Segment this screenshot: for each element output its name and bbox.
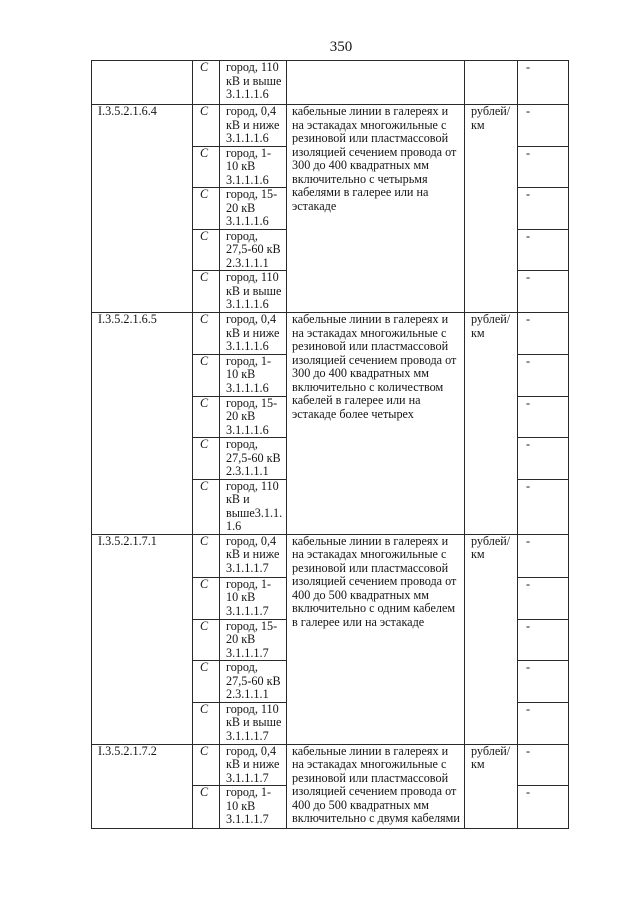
city-voltage-cell: город, 0,4 кВ и ниже 3.1.1.1.6 bbox=[220, 313, 287, 355]
unit-cell: рублей/ км bbox=[465, 534, 518, 744]
value-cell: - bbox=[518, 534, 569, 577]
table-row bbox=[92, 534, 569, 577]
city-voltage-cell: город, 15- 20 кВ 3.1.1.1.7 bbox=[220, 619, 287, 661]
value-cell: - bbox=[518, 438, 569, 480]
value-cell: - bbox=[518, 354, 569, 396]
page-number: 350 bbox=[329, 39, 353, 55]
value-cell: - bbox=[518, 188, 569, 230]
city-voltage-cell: город, 27,5-60 кВ 2.3.1.1.1 bbox=[220, 661, 287, 703]
tariff-symbol: С bbox=[193, 396, 220, 438]
table-row bbox=[92, 105, 569, 147]
table-row bbox=[92, 313, 569, 355]
tariff-symbol: С bbox=[193, 661, 220, 703]
city-voltage-cell: город, 110 кВ и выше 3.1.1.1.6 bbox=[220, 271, 287, 313]
value-cell: - bbox=[518, 479, 569, 534]
tariff-symbol: С bbox=[193, 188, 220, 230]
tariff-symbol: С bbox=[193, 61, 220, 105]
city-voltage-cell: город, 0,4 кВ и ниже 3.1.1.1.7 bbox=[220, 744, 287, 786]
row-code: I.3.5.2.1.7.2 bbox=[92, 744, 193, 829]
city-voltage-cell: город, 27,5-60 кВ 2.3.1.1.1 bbox=[220, 438, 287, 480]
description-cell: кабельные линии в галереях и на эстакадах многожильные с резиновой или пластмассовой изоляцией сечением провода от 400 до 500 квадратных мм включительно с двумя кабелями bbox=[287, 744, 465, 829]
value-cell: - bbox=[518, 786, 569, 829]
unit-cell: рублей/ км bbox=[465, 313, 518, 535]
tariff-symbol: С bbox=[193, 271, 220, 313]
row-code: I.3.5.2.1.6.4 bbox=[92, 105, 193, 313]
table-row bbox=[92, 61, 569, 105]
city-voltage-cell: город, 15- 20 кВ 3.1.1.1.6 bbox=[220, 188, 287, 230]
city-voltage-cell: город, 110 кВ и выше 3.1.1.1.7 bbox=[220, 702, 287, 744]
row-code: I.3.5.2.1.6.5 bbox=[92, 313, 193, 535]
city-voltage-cell: город, 0,4 кВ и ниже 3.1.1.1.7 bbox=[220, 534, 287, 577]
value-cell: - bbox=[518, 271, 569, 313]
row-code: I.3.5.2.1.7.1 bbox=[92, 534, 193, 744]
city-voltage-cell: город, 110 кВ и выше3.1.1. 1.6 bbox=[220, 479, 287, 534]
city-voltage-cell: город, 1- 10 кВ 3.1.1.1.6 bbox=[220, 354, 287, 396]
table-row bbox=[92, 744, 569, 786]
city-voltage-cell: город, 110 кВ и выше 3.1.1.1.6 bbox=[220, 61, 287, 105]
value-cell: - bbox=[518, 146, 569, 188]
city-voltage-cell: город, 1- 10 кВ 3.1.1.1.7 bbox=[220, 577, 287, 619]
city-voltage-cell: город, 1- 10 кВ 3.1.1.1.7 bbox=[220, 786, 287, 829]
value-cell: - bbox=[518, 619, 569, 661]
tariff-symbol: С bbox=[193, 786, 220, 829]
value-cell: - bbox=[518, 61, 569, 105]
tariff-table bbox=[91, 60, 569, 829]
description-cell: кабельные линии в галереях и на эстакадах многожильные с резиновой или пластмассовой изоляцией сечением провода от 400 до 500 квадратных мм включительно с одним кабелем в галерее или на эстакаде bbox=[287, 534, 465, 744]
tariff-symbol: С bbox=[193, 229, 220, 271]
tariff-symbol: С bbox=[193, 354, 220, 396]
tariff-symbol: С bbox=[193, 577, 220, 619]
row-code bbox=[92, 61, 193, 105]
value-cell: - bbox=[518, 577, 569, 619]
description-cell: кабельные линии в галереях и на эстакадах многожильные с резиновой или пластмассовой изоляцией сечением провода от 300 до 400 квадратных мм включительно с четырьмя кабелями в галерее или на эстакаде bbox=[287, 105, 465, 313]
unit-cell: рублей/ км bbox=[465, 105, 518, 313]
description-cell: кабельные линии в галереях и на эстакадах многожильные с резиновой или пластмассовой изоляцией сечением провода от 300 до 400 квадратных мм включительно с количеством кабелей в галерее или на эстакаде более четырех bbox=[287, 313, 465, 535]
tariff-symbol: С bbox=[193, 146, 220, 188]
city-voltage-cell: город, 15- 20 кВ 3.1.1.1.6 bbox=[220, 396, 287, 438]
city-voltage-cell: город, 1- 10 кВ 3.1.1.1.6 bbox=[220, 146, 287, 188]
value-cell: - bbox=[518, 313, 569, 355]
tariff-symbol: С bbox=[193, 105, 220, 147]
value-cell: - bbox=[518, 661, 569, 703]
value-cell: - bbox=[518, 702, 569, 744]
tariff-symbol: С bbox=[193, 744, 220, 786]
city-voltage-cell: город, 0,4 кВ и ниже 3.1.1.1.6 bbox=[220, 105, 287, 147]
tariff-symbol: С bbox=[193, 313, 220, 355]
tariff-symbol: С bbox=[193, 479, 220, 534]
value-cell: - bbox=[518, 396, 569, 438]
unit-cell bbox=[465, 61, 518, 105]
tariff-symbol: С bbox=[193, 438, 220, 480]
tariff-symbol: С bbox=[193, 619, 220, 661]
unit-cell: рублей/ км bbox=[465, 744, 518, 829]
city-voltage-cell: город, 27,5-60 кВ 2.3.1.1.1 bbox=[220, 229, 287, 271]
tariff-symbol: С bbox=[193, 702, 220, 744]
value-cell: - bbox=[518, 105, 569, 147]
value-cell: - bbox=[518, 229, 569, 271]
description-cell bbox=[287, 61, 465, 105]
tariff-symbol: С bbox=[193, 534, 220, 577]
value-cell: - bbox=[518, 744, 569, 786]
